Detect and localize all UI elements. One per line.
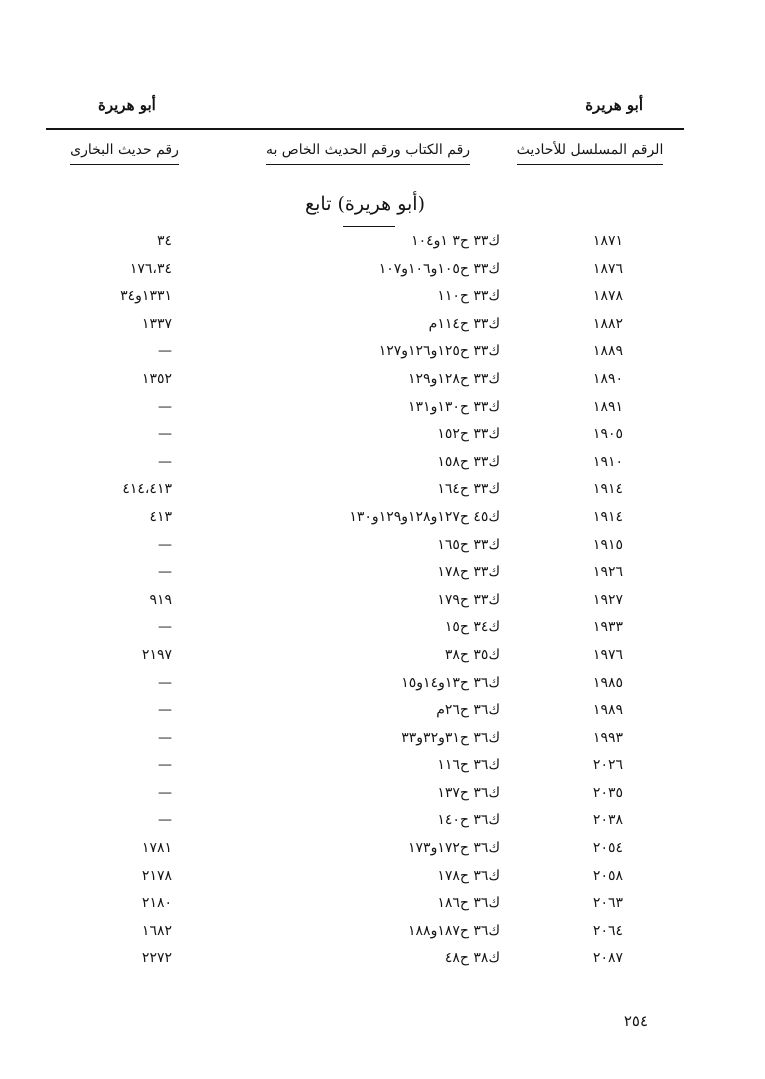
bukhari-number-cell: — [158, 812, 172, 829]
table-row [0, 615, 765, 643]
bukhari-number-cell: ٣٤ [156, 233, 172, 249]
book-hadith-cell: ك٣٣ ح١٦٥ [437, 536, 500, 553]
bukhari-number-cell: ١٧٦،٣٤ [129, 260, 172, 277]
serial-number-cell: ١٩٢٧ [592, 591, 623, 608]
book-hadith-cell: ك٣٨ ح٤٨ [444, 950, 500, 967]
table-row [0, 588, 765, 616]
bukhari-number-cell: — [158, 729, 172, 746]
bukhari-number-cell: — [158, 784, 172, 801]
bukhari-number-cell: ١٣٣٧ [141, 315, 172, 332]
table-row [0, 919, 765, 947]
book-hadith-cell: ك٣٦ ح١٨٦ [437, 895, 500, 912]
serial-number-cell: ٢٠٥٨ [592, 867, 623, 884]
serial-number-cell: ١٨٧١ [592, 233, 623, 249]
serial-number-cell: ١٩١٥ [592, 536, 623, 553]
column-header-book: رقم الكتاب ورقم الحديث الخاص به [258, 142, 478, 165]
table-row [0, 257, 765, 285]
table-row [0, 450, 765, 478]
book-hadith-cell: ك٣٦ ح١٧٨ [437, 867, 500, 884]
book-hadith-cell: ك٣٣ ح١١٤م [428, 315, 500, 332]
table-row [0, 836, 765, 864]
book-hadith-cell: ك٣٤ ح١٥ [444, 619, 500, 636]
serial-number-cell: ١٨٨٢ [592, 315, 623, 332]
serial-number-cell: ١٩٩٣ [592, 729, 623, 746]
serial-number-cell: ٢٠٥٤ [592, 840, 623, 857]
book-hadith-cell: ك٣٦ ح١٤٠ [437, 812, 500, 829]
book-hadith-cell: ك٣٦ ح١٣و١٤و١٥ [401, 674, 500, 691]
bukhari-number-cell: ٢١٩٧ [141, 646, 172, 663]
book-hadith-cell: ك٣٣ ح١٠٥و١٠٦و١٠٧ [378, 260, 500, 277]
serial-number-cell: ٢٠٣٨ [592, 812, 623, 829]
serial-number-cell: ١٨٧٨ [592, 288, 623, 305]
bukhari-number-cell: — [158, 757, 172, 774]
section-title: (أبو هريرة) تابع [305, 193, 425, 215]
table-row [0, 946, 765, 974]
serial-number-cell: ١٨٧٦ [592, 260, 623, 277]
serial-number-cell: ١٩٨٩ [592, 702, 623, 719]
bukhari-number-cell: — [158, 343, 172, 360]
table-row [0, 229, 765, 257]
table-row [0, 505, 765, 533]
bukhari-number-cell: ٢١٨٠ [141, 895, 172, 912]
serial-number-cell: ١٩٣٣ [592, 619, 623, 636]
table-row [0, 339, 765, 367]
bukhari-number-cell: ١٣٥٢ [141, 370, 172, 387]
serial-number-cell: ١٩٧٦ [592, 646, 623, 663]
bukhari-number-cell: ١٣٣١و٣٤ [120, 288, 172, 305]
bukhari-number-cell: — [158, 564, 172, 581]
table-row [0, 891, 765, 919]
bukhari-number-cell: ١٧٨١ [141, 840, 172, 857]
table-row [0, 698, 765, 726]
serial-number-cell: ٢٠٦٣ [592, 895, 623, 912]
bukhari-number-cell: — [158, 536, 172, 553]
bukhari-number-cell: ٤١٤،٤١٣ [122, 481, 172, 498]
book-hadith-cell: ك٣٣ ح١٢٨و١٢٩ [408, 370, 500, 387]
hadith-table [0, 229, 765, 974]
bukhari-number-cell: ٩١٩ [149, 591, 172, 608]
table-row [0, 781, 765, 809]
bukhari-number-cell: — [158, 702, 172, 719]
bukhari-number-cell: — [158, 398, 172, 415]
table-row [0, 477, 765, 505]
serial-number-cell: ١٩١٠ [592, 453, 623, 470]
table-row [0, 312, 765, 340]
table-row [0, 671, 765, 699]
table-row [0, 808, 765, 836]
serial-number-cell: ١٨٩٠ [592, 370, 623, 387]
table-row [0, 533, 765, 561]
bukhari-number-cell: ٤١٣ [149, 508, 172, 525]
page-number: ٢٥٤ [623, 1012, 648, 1030]
column-header-serial: الرقم المسلسل للأحاديث [515, 142, 665, 165]
book-hadith-cell: ك٣٥ ح٣٨ [444, 646, 500, 663]
bukhari-number-cell: ٢٢٧٢ [141, 950, 172, 967]
bukhari-number-cell: — [158, 453, 172, 470]
book-hadith-cell: ك٣٦ ح١٨٧و١٨٨ [408, 922, 500, 939]
book-hadith-cell: ك٣٣ ح٣ ١و١٠٤ [411, 233, 500, 249]
column-header-bukhari: رقم حديث البخارى [62, 142, 187, 165]
table-row [0, 864, 765, 892]
book-hadith-cell: ك٣٣ ح١٣٠و١٣١ [408, 398, 500, 415]
header-rule [46, 128, 684, 130]
serial-number-cell: ١٩٨٥ [592, 674, 623, 691]
table-row [0, 422, 765, 450]
serial-number-cell: ٢٠٣٥ [592, 784, 623, 801]
serial-number-cell: ٢٠٨٧ [592, 950, 623, 967]
book-hadith-cell: ك٣٦ ح١٣٧ [437, 784, 500, 801]
serial-number-cell: ١٩٢٦ [592, 564, 623, 581]
bukhari-number-cell: — [158, 674, 172, 691]
book-hadith-cell: ك٣٦ ح١٧٢و١٧٣ [408, 840, 500, 857]
bukhari-number-cell: — [158, 619, 172, 636]
table-row [0, 395, 765, 423]
book-hadith-cell: ك٣٣ ح١٥٨ [437, 453, 500, 470]
bukhari-number-cell: ١٦٨٢ [141, 922, 172, 939]
book-hadith-cell: ك٣٣ ح١٥٢ [437, 426, 500, 443]
table-row [0, 560, 765, 588]
book-hadith-cell: ك٣٣ ح١١٠ [437, 288, 500, 305]
book-hadith-cell: ك٣٣ ح١٦٤ [437, 481, 500, 498]
book-hadith-cell: ك٣٣ ح١٢٥و١٢٦و١٢٧ [378, 343, 500, 360]
section-title-underline [343, 226, 395, 227]
running-header-left: أبو هريرة [98, 96, 156, 114]
table-row [0, 643, 765, 671]
table-row [0, 284, 765, 312]
book-hadith-cell: ك٣٦ ح١١٦ [437, 757, 500, 774]
serial-number-cell: ١٨٨٩ [592, 343, 623, 360]
bukhari-number-cell: — [158, 426, 172, 443]
serial-number-cell: ١٨٩١ [592, 398, 623, 415]
serial-number-cell: ١٩١٤ [592, 481, 623, 498]
book-hadith-cell: ك٣٣ ح١٧٨ [437, 564, 500, 581]
table-row [0, 367, 765, 395]
serial-number-cell: ٢٠٢٦ [592, 757, 623, 774]
table-row [0, 726, 765, 754]
serial-number-cell: ١٩٠٥ [592, 426, 623, 443]
serial-number-cell: ١٩١٤ [592, 508, 623, 525]
book-hadith-cell: ك٤٥ ح١٢٧و١٢٨و١٢٩و١٣٠ [349, 508, 500, 525]
book-hadith-cell: ك٣٦ ح٢٦م [436, 702, 500, 719]
bukhari-number-cell: ٢١٧٨ [141, 867, 172, 884]
book-hadith-cell: ك٣٦ ح٣١و٣٢و٣٣ [401, 729, 500, 746]
table-row [0, 753, 765, 781]
running-header-right: أبو هريرة [585, 96, 643, 114]
serial-number-cell: ٢٠٦٤ [592, 922, 623, 939]
book-hadith-cell: ك٣٣ ح١٧٩ [437, 591, 500, 608]
